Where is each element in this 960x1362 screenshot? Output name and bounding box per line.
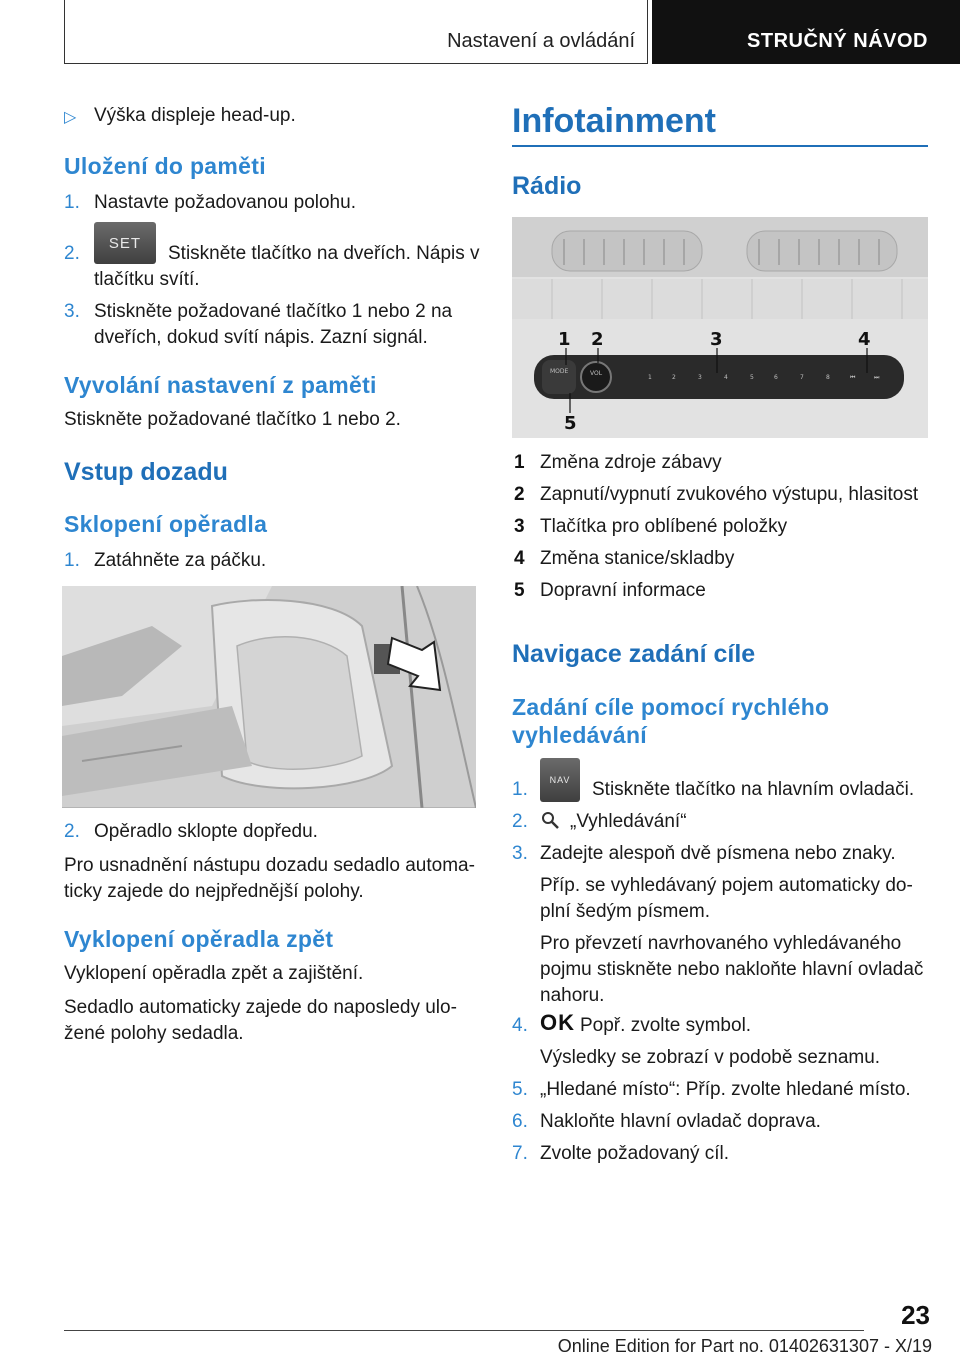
svg-text:⏭: ⏭ — [874, 374, 880, 381]
rear-entry-heading: Vstup dozadu — [64, 458, 228, 486]
step-text: „Hledané místo“: Příp. zvolte hledané místo. — [540, 1079, 911, 1100]
svg-text:5: 5 — [564, 413, 577, 434]
step-text: Nastavte požadovanou polohu. — [94, 192, 356, 213]
set-key-icon: SET — [94, 222, 156, 264]
nav-key-icon: NAV — [540, 758, 580, 802]
unfold-paragraph-cont: žené polohy sedadla. — [64, 1023, 244, 1044]
step-number: 6. — [512, 1111, 528, 1132]
save-memory-heading: Uložení do paměti — [64, 153, 266, 179]
svg-text:4: 4 — [724, 374, 728, 381]
step-text: Zadejte alespoň dvě písmena nebo znaky. — [540, 843, 896, 864]
svg-text:8: 8 — [826, 374, 830, 381]
legend-text: Tlačítka pro oblíbené položky — [540, 516, 788, 537]
step-number: 2. — [64, 243, 80, 264]
quick-search-heading: Zadání cíle pomocí rychlého — [512, 694, 830, 720]
svg-text:6: 6 — [774, 374, 778, 381]
legend-number: 3 — [514, 516, 525, 537]
page-number: 23 — [901, 1300, 930, 1330]
step-text: Stiskněte požadované tlačítko 1 nebo 2 na — [94, 301, 453, 322]
step-text: „Vyhledávání“ — [570, 811, 687, 832]
triangle-bullet-icon: ▷ — [64, 109, 77, 126]
step-note: Příp. se vyhledávaný pojem automaticky do- — [540, 875, 913, 896]
step-number: 3. — [512, 843, 528, 864]
step-text: Stiskněte tlačítko na dveřích. Nápis v — [168, 243, 480, 264]
legend-number: 2 — [514, 484, 525, 505]
unfold-text: Vyklopení opěradla zpět a zajištění. — [64, 963, 364, 984]
step-note: Výsledky se zobrazí v podobě seznamu. — [540, 1047, 881, 1068]
bullet-text: Výška displeje head-up. — [94, 105, 296, 126]
svg-text:3: 3 — [698, 374, 702, 381]
svg-text:1: 1 — [648, 374, 652, 381]
step-number: 3. — [64, 301, 80, 322]
seat-illustration — [62, 586, 476, 808]
fold-backrest-heading: Sklopení opěradla — [64, 511, 268, 537]
step-number: 2. — [64, 821, 80, 842]
ok-key-icon: OK — [540, 1010, 575, 1035]
footer-rule — [64, 1330, 864, 1331]
recall-memory-heading: Vyvolání nastavení z paměti — [64, 372, 377, 398]
svg-text:1: 1 — [558, 329, 571, 350]
svg-text:7: 7 — [800, 374, 804, 381]
svg-text:3: 3 — [710, 329, 723, 350]
step-number: 7. — [512, 1143, 528, 1164]
legend-number: 5 — [514, 580, 525, 601]
title-rule — [512, 145, 928, 147]
seat-lever-photo — [62, 586, 476, 808]
svg-text:MODE: MODE — [550, 368, 569, 375]
fold-paragraph: Pro usnadnění nástupu dozadu sedadlo automa- — [64, 855, 475, 876]
step-number: 1. — [64, 192, 80, 213]
step-number: 1. — [512, 779, 528, 800]
quick-search-heading-cont: vyhledávání — [512, 722, 647, 748]
step-text: Opěradlo sklopte dopředu. — [94, 821, 318, 842]
svg-text:VOL: VOL — [590, 370, 603, 377]
radio-heading: Rádio — [512, 172, 582, 200]
step-text: Stiskněte tlačítko na hlavním ovladači. — [592, 779, 915, 800]
step-text: Zatáhněte za páčku. — [94, 550, 267, 571]
radio-illustration — [512, 217, 928, 438]
infotainment-title: Infotainment — [512, 102, 716, 140]
step-text: Zvolte požadovaný cíl. — [540, 1143, 730, 1164]
step-note: Pro převzetí navrhovaného vyhledávaného — [540, 933, 902, 954]
header-section-box — [64, 0, 648, 64]
svg-text:5: 5 — [750, 374, 754, 381]
header-chapter-title: STRUČNÝ NÁVOD — [747, 30, 928, 52]
svg-text:2: 2 — [672, 374, 676, 381]
legend-number: 4 — [514, 548, 525, 569]
recall-text: Stiskněte požadované tlačítko 1 nebo 2. — [64, 409, 401, 430]
step-note-cont: nahoru. — [540, 985, 605, 1006]
svg-text:⏮: ⏮ — [850, 374, 856, 381]
navigation-heading: Navigace zadání cíle — [512, 640, 756, 668]
step-text: Popř. zvolte symbol. — [580, 1015, 752, 1036]
step-number: 5. — [512, 1079, 528, 1100]
unfold-backrest-heading: Vyklopení opěradla zpět — [64, 926, 334, 952]
header-chapter-box — [652, 0, 960, 64]
step-number: 2. — [512, 811, 528, 832]
step-text-cont: dveřích, dokud svítí nápis. Zazní signál. — [94, 327, 428, 348]
radio-panel-photo — [512, 217, 928, 438]
legend-number: 1 — [514, 452, 525, 473]
legend-text: Dopravní informace — [540, 580, 706, 601]
fold-paragraph-cont: ticky zajede do nejpřednější polohy. — [64, 881, 364, 902]
header-section-title: Nastavení a ovládání — [447, 30, 635, 52]
step-text: Nakloňte hlavní ovladač doprava. — [540, 1111, 821, 1132]
legend-text: Změna zdroje zábavy — [540, 452, 722, 473]
step-note-cont: plní šedým písmem. — [540, 901, 710, 922]
edition-footer: Online Edition for Part no. 01402631307 - X/19 — [557, 1336, 932, 1356]
svg-text:2: 2 — [591, 329, 604, 350]
svg-text:4: 4 — [858, 329, 871, 350]
step-number: 1. — [64, 550, 80, 571]
step-number: 4. — [512, 1015, 528, 1036]
legend-text: Zapnutí/vypnutí zvukového výstupu, hlasitost — [540, 484, 919, 505]
step-text-cont: tlačítku svítí. — [94, 269, 200, 290]
step-note-cont: pojmu stiskněte nebo nakloňte hlavní ovladač — [540, 959, 924, 980]
search-icon — [540, 810, 562, 832]
unfold-paragraph: Sedadlo automaticky zajede do naposledy ulo- — [64, 997, 457, 1018]
legend-text: Změna stanice/skladby — [540, 548, 735, 569]
